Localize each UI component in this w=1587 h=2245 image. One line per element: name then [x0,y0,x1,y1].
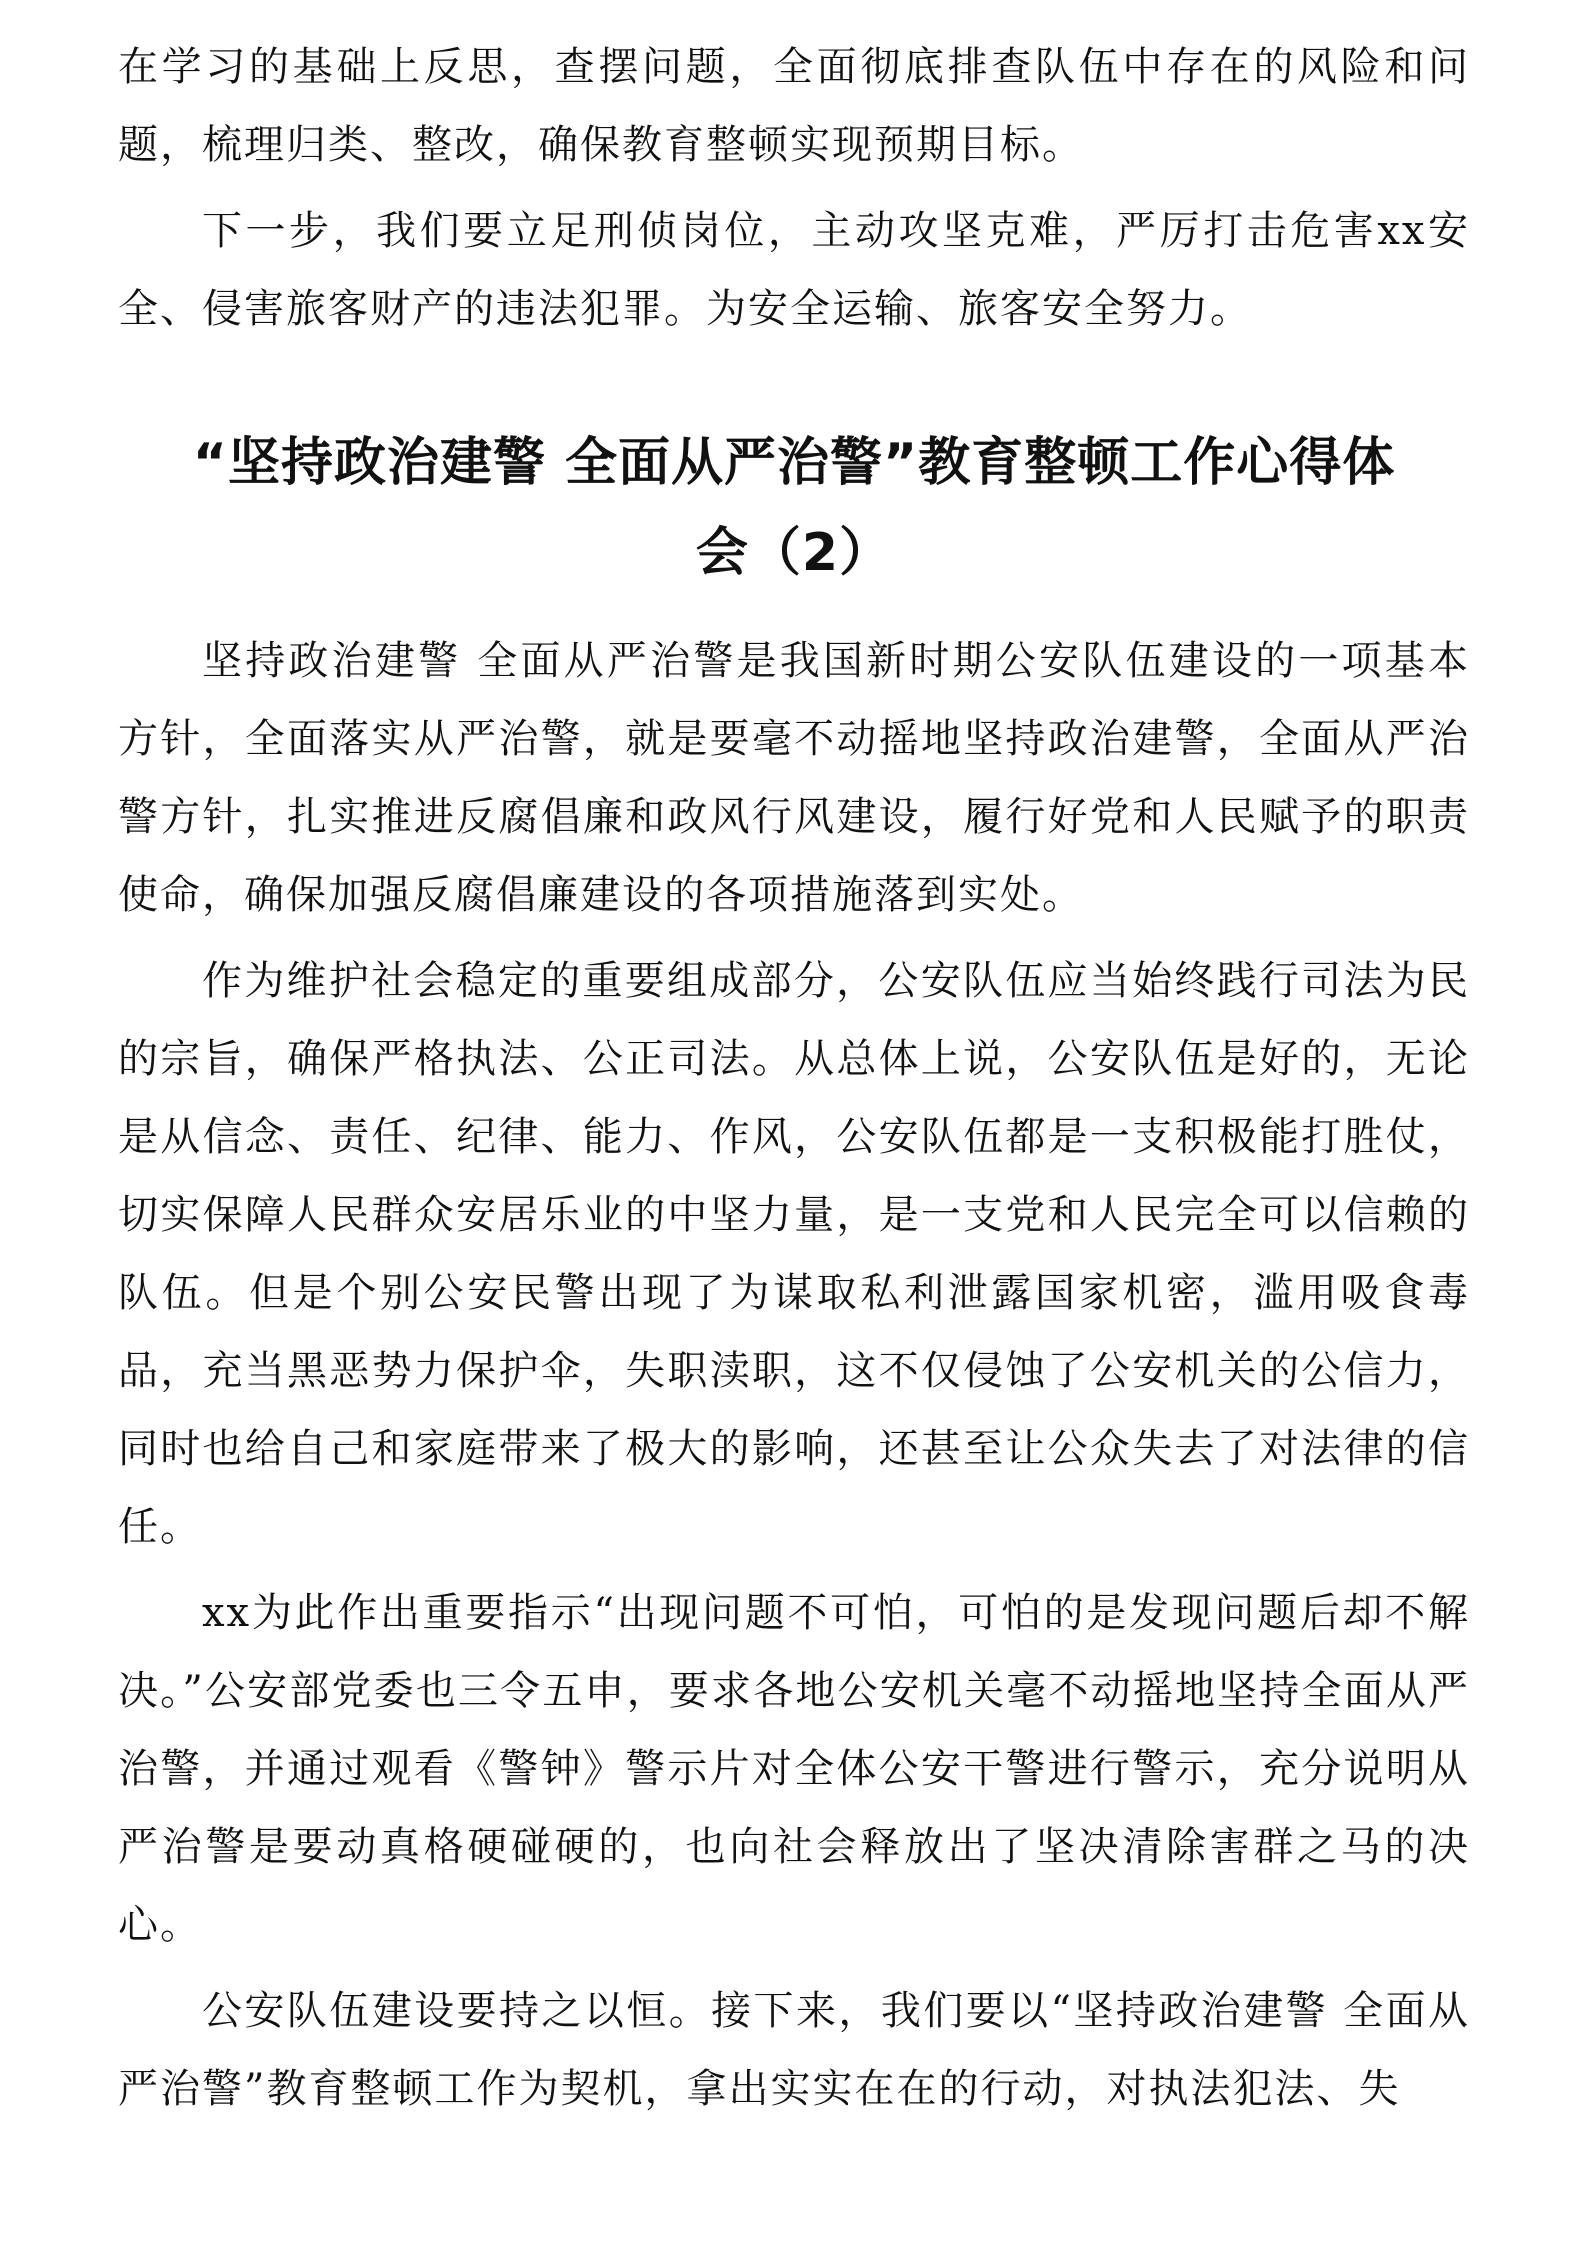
paragraph-intro: 坚持政治建警 全面从严治警是我国新时期公安队伍建设的一项基本方针，全面落实从严治警，就是要毫不动摇地坚持政治建警，全面从严治警方针，扎实推进反腐倡廉和政风行风建设，履行好党和人民赋予的职责使命，确保加强反腐倡廉建设的各项措施落到实处。 [118,638,1470,918]
article-title [118,418,1470,598]
paragraph-instruction: xx为此作出重要指示“出现问题不可怕，可怕的是发现问题后却不解决。”公安部党委也三令五申，要求各地公安机关毫不动摇地坚持全面从严治警，并通过观看《警钟》警示片对全体公安干警进行警示，充分说明从严治警是要动真格硬碰硬的，也向社会释放出了坚决清除害群之马的决心。 [118,1590,1470,1948]
document-page [118,0,1470,2136]
paragraph-continued: 在学习的基础上反思，查摆问题，全面彻底排查队伍中存在的风险和问题，梳理归类、整改，确保教育整顿实现预期目标。 [118,44,1470,168]
paragraph-next-actions: 公安队伍建设要持之以恒。接下来，我们要以“坚持政治建警 全面从严治警”教育整顿工作为契机，拿出实实在在的行动，对执法犯法、失 [118,1988,1470,2112]
paragraph-next-step: 下一步，我们要立足刑侦岗位，主动攻坚克难，严厉打击危害xx安全、侵害旅客财产的违法犯罪。为安全运输、旅客安全努力。 [118,208,1470,332]
article-title-line-1: “坚持政治建警 全面从严治警”教育整顿工作心得体 [192,433,1396,493]
paragraph-overview: 作为维护社会稳定的重要组成部分，公安队伍应当始终践行司法为民的宗旨，确保严格执法、公正司法。从总体上说，公安队伍是好的，无论是从信念、责任、纪律、能力、作风，公安队伍都是一支积极能打胜仗，切实保障人民群众安居乐业的中坚力量，是一支党和人民完全可以信赖的队伍。但是个别公安民警出现了为谋取私利泄露国家机密，滥用吸食毒品，充当黑恶势力保护伞，失职渎职，这不仅侵蚀了公安机关的公信力，同时也给自己和家庭带来了极大的影响，还甚至让公众失去了对法律的信任。 [118,958,1470,1550]
article-title-line-2: 会（2） [695,523,893,583]
